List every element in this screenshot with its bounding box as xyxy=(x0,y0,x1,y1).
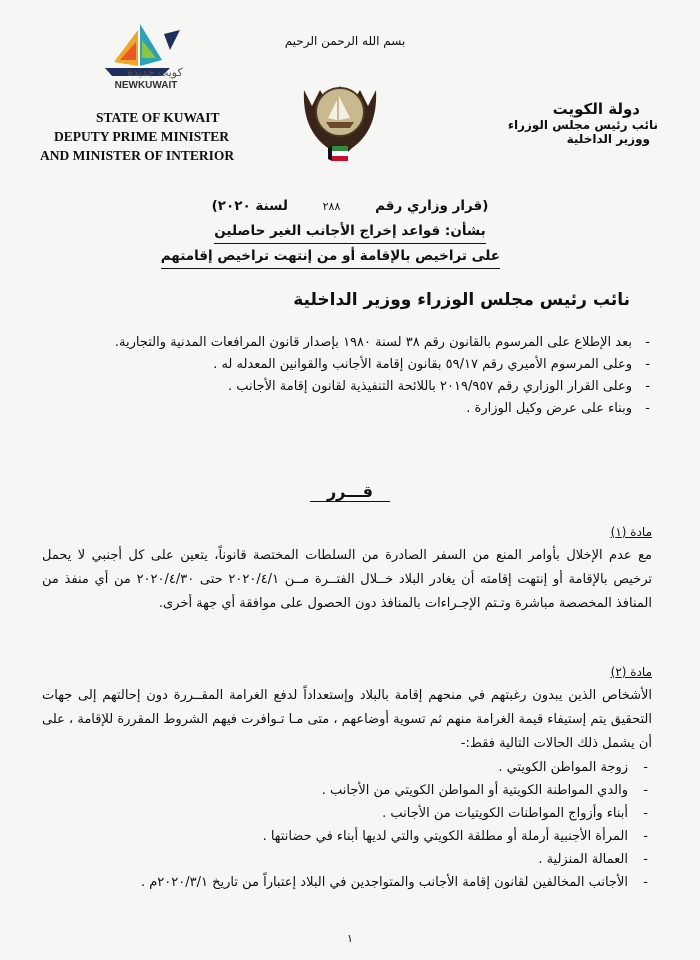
logo-arabic-text: كويت جديدة xyxy=(127,66,183,79)
article-1 xyxy=(42,520,652,616)
english-line-deputy: DEPUTY PRIME MINISTER xyxy=(54,129,230,144)
arabic-line-deputy: نائب رئيس مجلس الوزراء xyxy=(507,118,658,132)
logo-english-text: NEWKUWAIT xyxy=(114,80,178,91)
decree-subject-line1: بشأن: قواعد إخراج الأجانب الغير حاصلين xyxy=(214,219,485,244)
decree-number-line: (قرار وزاري رقم ٢٨٨ لسنة ٢٠٢٠) xyxy=(211,198,489,214)
article-2-label: مادة (٢) xyxy=(610,665,652,679)
preamble xyxy=(70,332,650,420)
preamble-item: - وعلى القرار الوزاري رقم ٢٠١٩/٩٥٧ باللائحة التنفيذية لقانون إقامة الأجانب . xyxy=(70,376,632,398)
article-2-item: - والدي المواطنة الكويتية أو المواطن الكويتي من الأجانب . xyxy=(42,779,628,802)
decree-heading xyxy=(160,194,500,269)
preamble-item: - وعلى المرسوم الأميري رقم ٥٩/١٧ بقانون إقامة الأجانب والقوانين المعدله له . xyxy=(70,354,632,376)
article-1-text: مع عدم الإخلال بأوامر المنع من السفر الصادرة من السلطات المختصة قانوناً، يتعين على كل أجنبي لا يحمل ترخيص بالإقامة أو إنتهت إقامته أن يغادر البلاد خــلال الفتــرة مــن ٢٠٢٠/٤/١ حتى ٢٠٢٠/٤/٣٠ من أي منفذ من المنافذ المخصصة مباشرة وتـتم الإجـراءات بالمنافذ دون الحصول على موافقة أي جهة أخرى. xyxy=(42,548,652,611)
english-line-state: STATE OF KUWAIT xyxy=(96,110,220,125)
arabic-letterhead xyxy=(458,100,658,146)
article-2-item: - زوجة المواطن الكويتي . xyxy=(42,756,628,779)
article-2 xyxy=(42,660,652,894)
preamble-item: - بعد الإطلاع على المرسوم بالقانون رقم ٣٨ لسنة ١٩٨٠ بإصدار قانون المرافعات المدنية والتجارية. xyxy=(70,332,632,354)
article-2-item: - العمالة المنزلية . xyxy=(42,848,628,871)
decree-subject-line2: على تراخيص بالإقامة أو من إنتهت تراخيص إقامتهم xyxy=(161,244,500,269)
arabic-line-minister: ووزير الداخلية xyxy=(566,132,650,146)
arabic-line-state: دولة الكويت xyxy=(552,100,640,118)
decree-number: ٢٨٨ xyxy=(322,200,341,213)
issuer-title: نائب رئيس مجلس الوزراء ووزير الداخلية xyxy=(293,290,630,310)
english-line-minister: AND MINISTER OF INTERIOR xyxy=(40,148,235,163)
article-2-item: - أبناء وأزواج المواطنات الكويتيات من الأجانب . xyxy=(42,802,628,825)
page-number: ١ xyxy=(347,932,353,945)
preamble-item: - وبناء على عرض وكيل الوزارة . xyxy=(70,398,632,420)
article-1-label: مادة (١) xyxy=(610,525,652,539)
kuwait-emblem xyxy=(298,60,382,180)
article-2-item: - المرأة الأجنبية أرملة أو مطلقة الكويتي والتي لديها أبناء في حضانتها . xyxy=(42,825,628,848)
english-letterhead xyxy=(40,108,250,165)
decree-label: قرار وزاري رقم xyxy=(375,198,483,214)
basmala: بسم الله الرحمن الرحيم xyxy=(284,34,406,48)
decree-year: لسنة ٢٠٢٠) xyxy=(211,198,288,214)
article-2-text: الأشخاص الذين يبدون رغبتهم في منحهم إقامة بالبلاد وإستعداداً لدفع الغرامة المقــررة دون إحالتهم إلى جهات التحقيق يتم إستيفاء قيمة الغرامة منهم ثم تسوية أوضاعهم ، متى مـا تـوافرت فيهم الشروط المقررة للإقامة ، على أن يشمل ذلك الحالات التالية فقط:- xyxy=(42,688,652,751)
article-2-item: - الأجانب المخالفين لقانون إقامة الأجانب والمتواجدين في البلاد إعتباراً من تاريخ ٢٠٢٠/٣/١م . xyxy=(42,871,628,894)
decision-heading: قـــرر xyxy=(310,482,390,502)
